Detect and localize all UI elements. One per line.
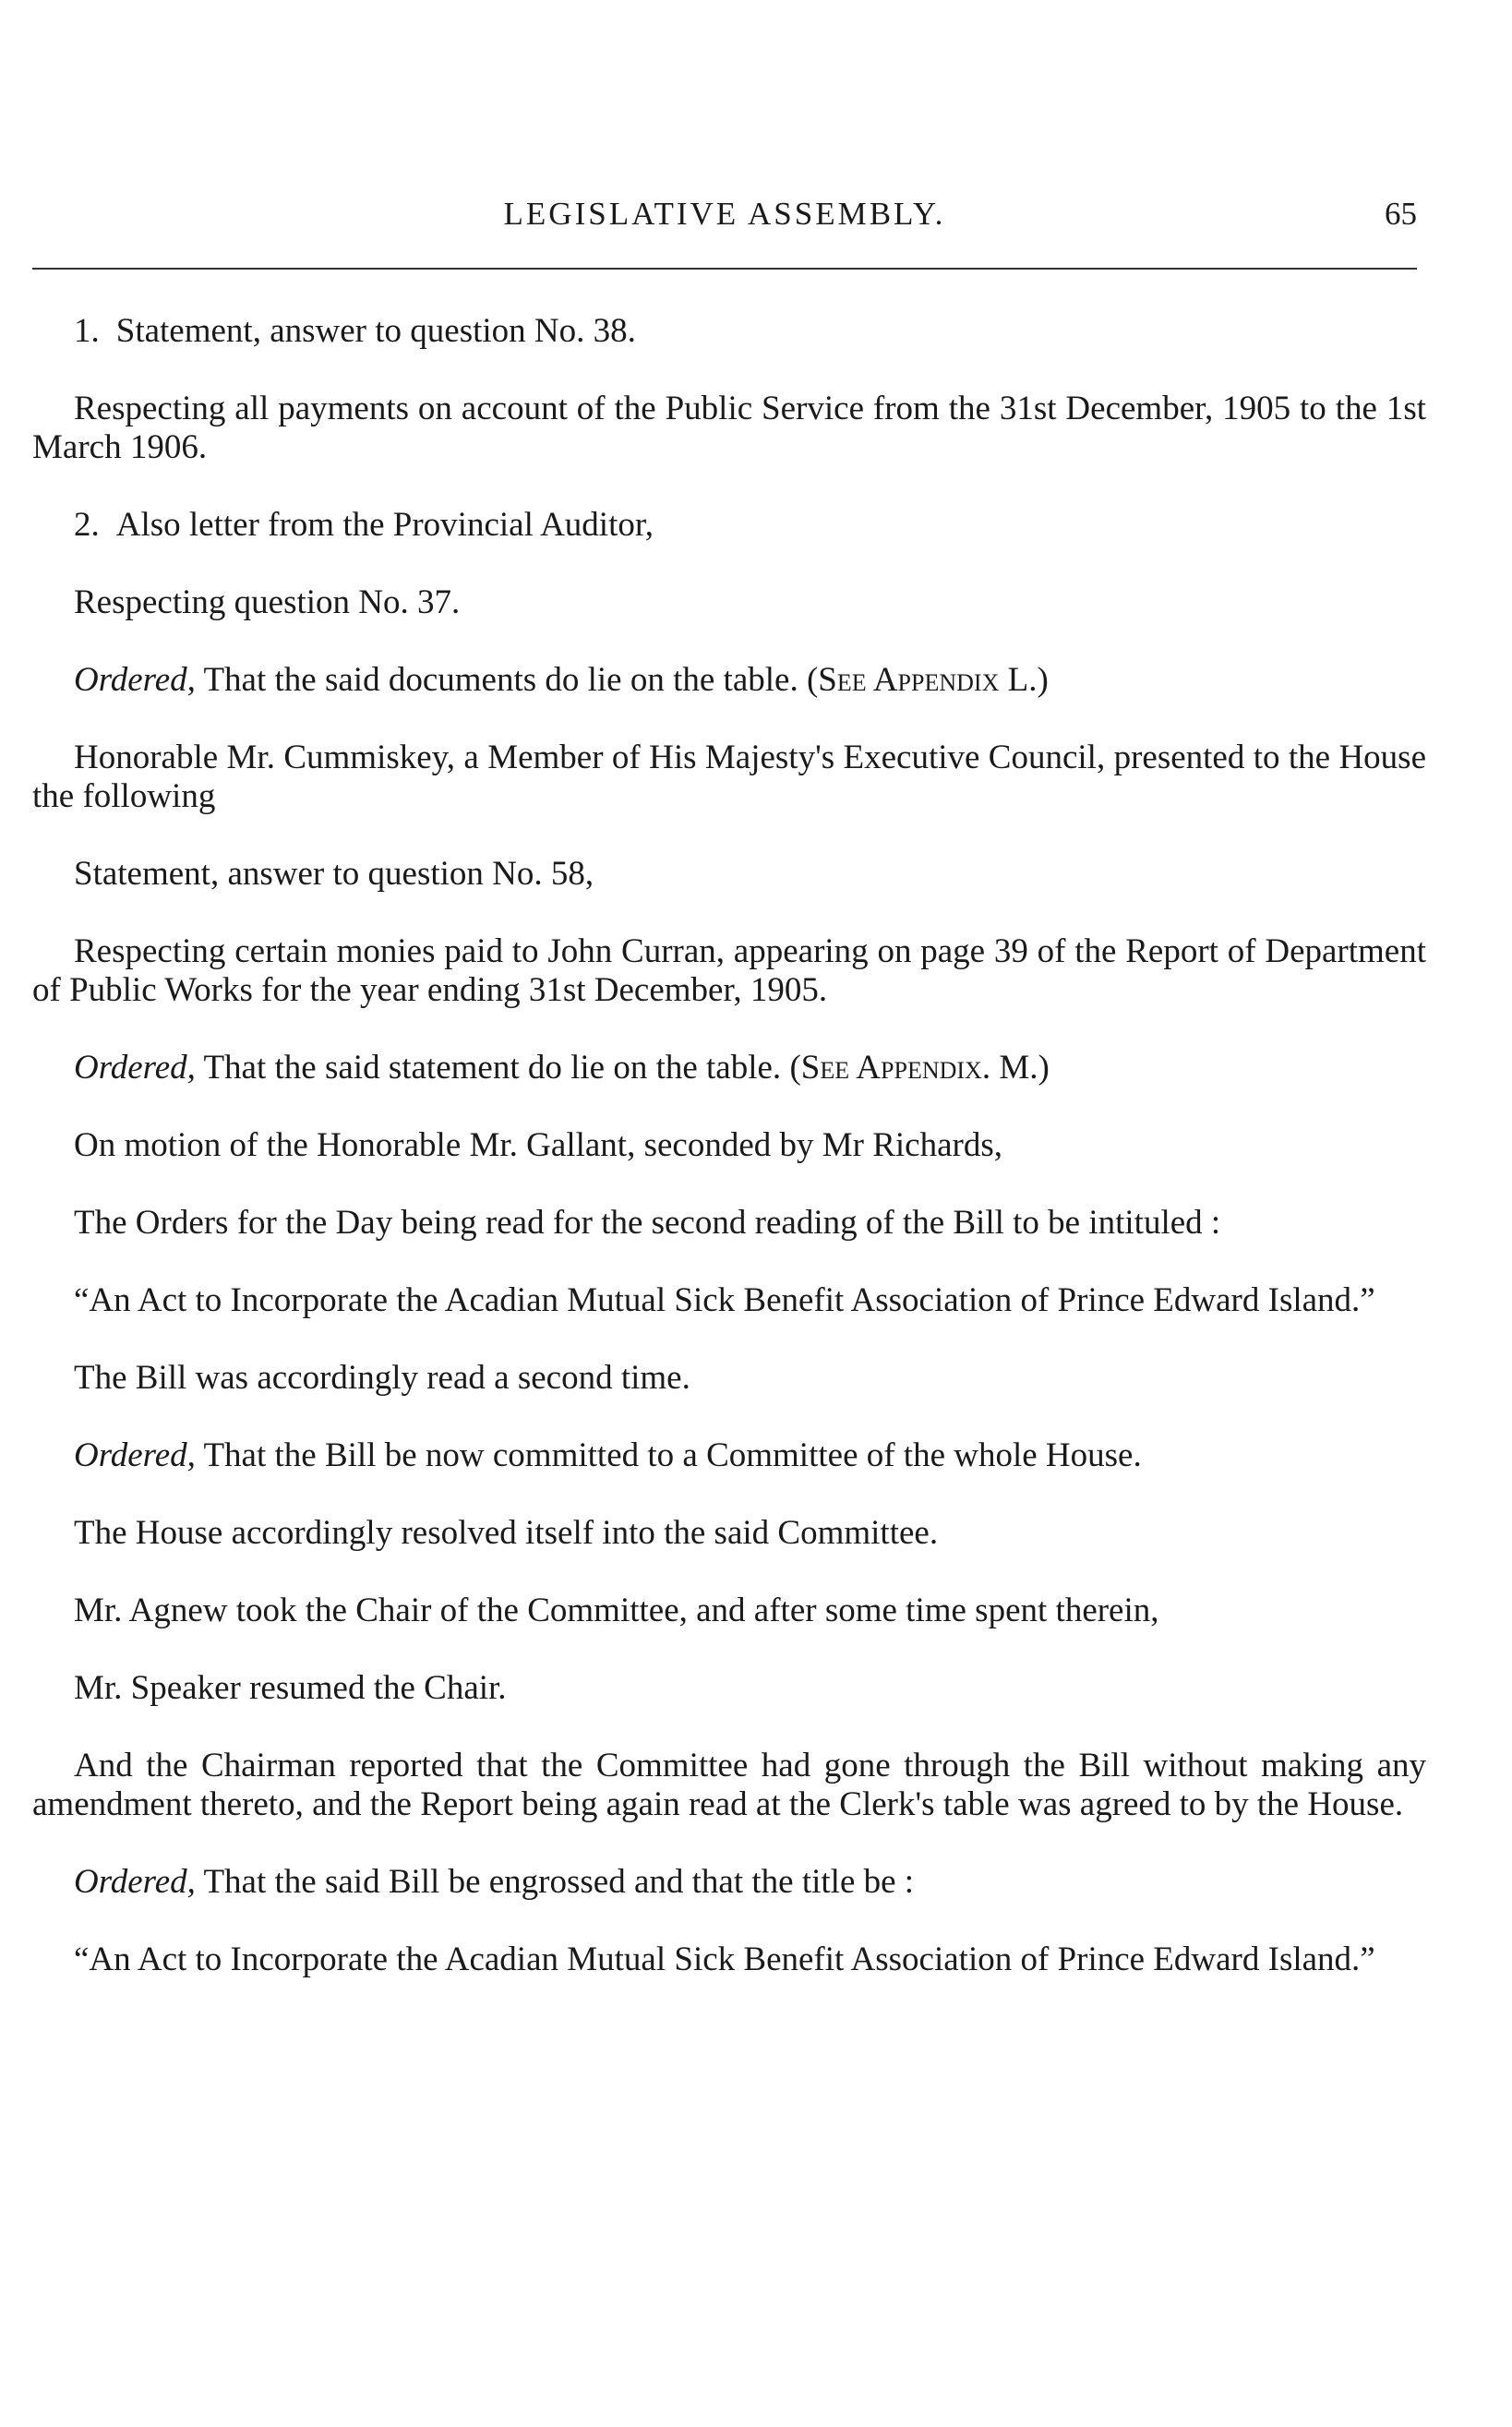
- paragraph: [32, 932, 1426, 1010]
- ordered-lead: Ordered,: [74, 1049, 196, 1087]
- paragraph-item-1: [32, 312, 1426, 351]
- appendix-reference: (See Appendix L.): [806, 661, 1049, 699]
- paragraph-text: That the said Bill be engrossed and that the title be :: [195, 1863, 915, 1901]
- running-title: LEGISLATIVE ASSEMBLY.: [503, 196, 946, 232]
- header-rule: [32, 268, 1417, 270]
- paragraph: [32, 1669, 1426, 1708]
- paragraph-text: Also letter from the Provincial Auditor,: [115, 506, 654, 544]
- ordered-lead: Ordered,: [74, 1863, 196, 1901]
- bill-title: [32, 1281, 1426, 1320]
- paragraph-text: Statement, answer to question No. 58,: [74, 855, 594, 893]
- paragraph-text: Statement, answer to question No. 38.: [115, 312, 636, 350]
- bill-title: [32, 1940, 1426, 1979]
- paragraph-text: Honorable Mr. Cummiskey, a Member of His Majesty's Executive Council, presented to the House the following: [32, 739, 1426, 815]
- paragraph-text: Mr. Agnew took the Chair of the Committee, and after some time spent therein,: [74, 1592, 1159, 1629]
- paragraph-text: Mr. Speaker resumed the Chair.: [74, 1669, 507, 1707]
- paragraph: [32, 390, 1426, 467]
- paragraph-text: The Bill was accordingly read a second time.: [74, 1359, 690, 1397]
- paragraph-text: On motion of the Honorable Mr. Gallant, seconded by Mr Richards,: [74, 1126, 1002, 1164]
- ordered-paragraph: [32, 661, 1426, 700]
- ordered-paragraph: [32, 1863, 1426, 1902]
- paragraph: [32, 1359, 1426, 1398]
- appendix-reference: (See Appendix. M.): [789, 1049, 1050, 1087]
- paragraph-text: “An Act to Incorporate the Acadian Mutual Sick Benefit Association of Prince Edward Island.”: [74, 1281, 1375, 1319]
- paragraph: [32, 1126, 1426, 1165]
- paragraph: [32, 583, 1426, 622]
- ordered-paragraph: [32, 1049, 1426, 1087]
- paragraph-text: And the Chairman reported that the Committee had gone through the Bill without making any amendment thereto, and the Report being again read at the Clerk's table was agreed to by the House.: [32, 1747, 1426, 1823]
- ordered-paragraph: [32, 1436, 1426, 1475]
- ordered-lead: Ordered,: [74, 1436, 196, 1474]
- paragraph-item-2: [32, 506, 1426, 545]
- paragraph: [32, 1747, 1426, 1824]
- paragraph-text: The House accordingly resolved itself into the said Committee.: [74, 1514, 939, 1552]
- item-number: 2.: [74, 506, 100, 544]
- paragraph-text: Respecting all payments on account of the Public Service from the 31st December, 1905 to the 1st March 1906.: [32, 390, 1426, 466]
- running-head: [32, 196, 1417, 242]
- paragraph: [32, 1592, 1426, 1630]
- paragraph: [32, 1514, 1426, 1553]
- item-number: 1.: [74, 312, 100, 350]
- page-number: 65: [1385, 196, 1417, 232]
- paragraph: [32, 855, 1426, 894]
- paragraph-text: That the said documents do lie on the table.: [195, 661, 807, 699]
- paragraph: [32, 739, 1426, 816]
- paragraph: [32, 1204, 1426, 1243]
- paragraph-text: “An Act to Incorporate the Acadian Mutual Sick Benefit Association of Prince Edward Island.”: [74, 1940, 1375, 1978]
- paragraph-text: That the said statement do lie on the table.: [195, 1049, 790, 1087]
- body-text: [32, 312, 1426, 2018]
- paragraph-text: The Orders for the Day being read for the second reading of the Bill to be intituled :: [74, 1204, 1221, 1242]
- paragraph-text: That the Bill be now committed to a Committee of the whole House.: [195, 1436, 1142, 1474]
- paragraph-text: Respecting certain monies paid to John Curran, appearing on page 39 of the Report of Department of Public Works for the year ending 31st December, 1905.: [32, 932, 1426, 1009]
- paragraph-text: Respecting question No. 37.: [74, 583, 461, 621]
- ordered-lead: Ordered,: [74, 661, 196, 699]
